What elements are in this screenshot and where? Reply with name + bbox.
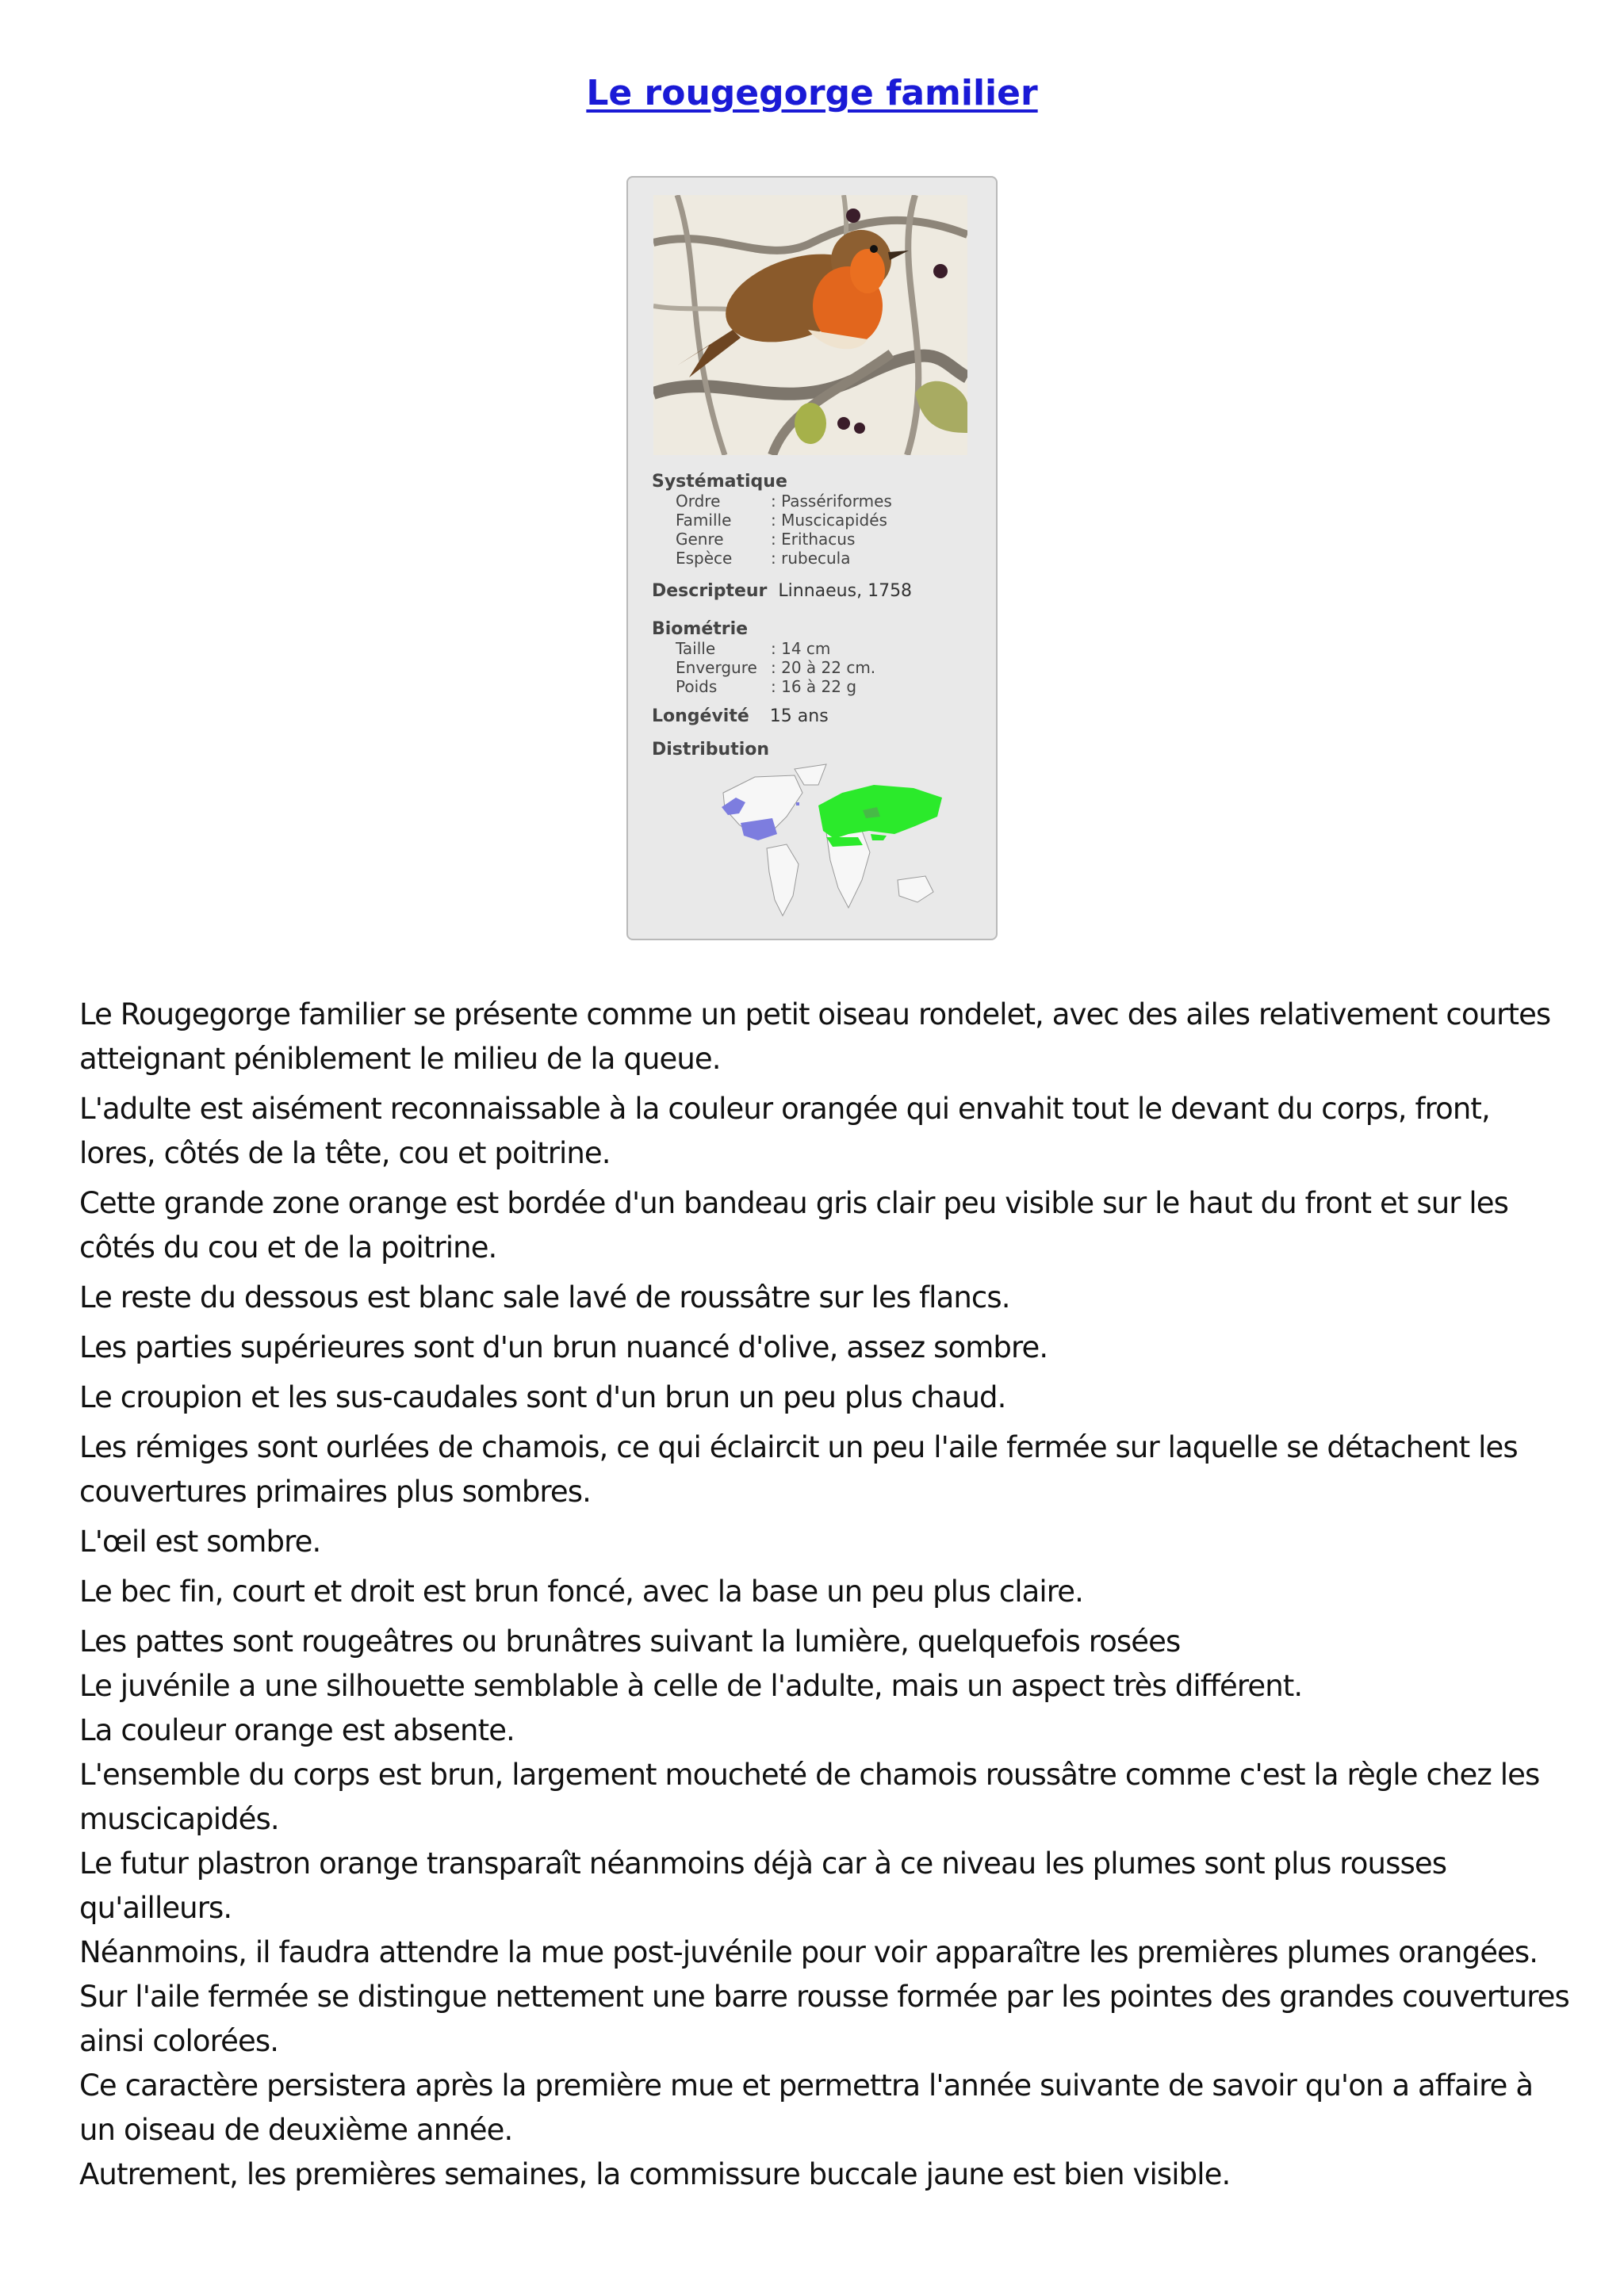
distribution-map: [707, 761, 945, 920]
biometrie-section: [652, 620, 875, 696]
text-line: Autrement, les premières semaines, la commissure buccale jaune est bien visible.: [79, 2157, 1231, 2191]
species-infobox: [626, 176, 998, 940]
paragraph: Les rémiges sont ourlées de chamois, ce qui éclaircit un peu l'aile fermée sur laquelle se détachent les couvertures primaires plus sombres.: [79, 1430, 1518, 1509]
biometrie-row: Envergure : 20 à 22 cm.: [676, 658, 876, 677]
text-line: L'ensemble du corps est brun, largement moucheté de chamois roussâtre comme c'est la règle chez les muscicapidés.: [79, 1758, 1540, 1836]
descripteur-label: Descripteur: [652, 581, 768, 601]
paragraph: Le Rougegorge familier se présente comme un petit oiseau rondelet, avec des ailes relativement courtes atteignant péniblement le milieu de la queue.: [79, 997, 1551, 1076]
longevite-value: 15 ans: [769, 706, 829, 726]
biometrie-row: Poids : 16 à 22 g: [676, 677, 857, 696]
descripteur-row: [652, 582, 912, 601]
descripteur-value: Linnaeus, 1758: [778, 581, 913, 601]
paragraph: L'adulte est aisément reconnaissable à la couleur orangée qui envahit tout le devant du corps, front, lores, côtés de la tête, cou et poitrine.: [79, 1092, 1490, 1170]
systematique-row: Espèce : rubecula: [676, 549, 851, 568]
text-line: Le juvénile a une silhouette semblable à celle de l'adulte, mais un aspect très différent.: [79, 1669, 1303, 1703]
page-title-link[interactable]: Le rougegorge familier: [586, 73, 1038, 113]
text-line: Le futur plastron orange transparaît néanmoins déjà car à ce niveau les plumes sont plus rousses qu'ailleurs.: [79, 1846, 1447, 1925]
robin-illustration: [653, 195, 967, 455]
longevite-row: [652, 707, 829, 726]
juvenile-description: [79, 1620, 1570, 2197]
text-line: Les pattes sont rougeâtres ou brunâtres suivant la lumière, quelquefois rosées: [79, 1624, 1181, 1659]
systematique-heading: Systématique: [652, 472, 787, 492]
paragraph: Cette grande zone orange est bordée d'un bandeau gris clair peu visible sur le haut du front et sur les côtés du cou et de la poitrine.: [79, 1186, 1509, 1265]
page-title: [0, 73, 1624, 113]
text-line: La couleur orange est absente.: [79, 1713, 515, 1747]
systematique-row: Famille : Muscicapidés: [676, 511, 887, 530]
text-line: Néanmoins, il faudra attendre la mue post-juvénile pour voir apparaître les premières plumes orangées.: [79, 1935, 1538, 1969]
longevite-label: Longévité: [652, 706, 749, 726]
article-body: [79, 993, 1570, 2197]
paragraph: Les parties supérieures sont d'un brun nuancé d'olive, assez sombre.: [79, 1330, 1048, 1364]
biometrie-row: Taille : 14 cm: [676, 639, 831, 658]
distribution-heading: Distribution: [652, 740, 770, 760]
paragraph: Le croupion et les sus-caudales sont d'un brun un peu plus chaud.: [79, 1380, 1006, 1414]
systematique-row: Genre : Erithacus: [676, 530, 856, 549]
systematique-row: Ordre : Passériformes: [676, 492, 892, 511]
distribution-section: [652, 740, 769, 760]
paragraph: Le bec fin, court et droit est brun foncé, avec la base un peu plus claire.: [79, 1575, 1084, 1609]
text-line: Sur l'aile fermée se distingue nettement une barre rousse formée par les pointes des grandes couvertures ainsi colorées.: [79, 1980, 1569, 2058]
paragraph: L'œil est sombre.: [79, 1525, 321, 1559]
paragraph: Le reste du dessous est blanc sale lavé de roussâtre sur les flancs.: [79, 1280, 1010, 1314]
text-line: Ce caractère persistera après la première mue et permettra l'année suivante de savoir qu'on a affaire à un oiseau de deuxième année.: [79, 2068, 1534, 2147]
biometrie-heading: Biométrie: [652, 619, 749, 639]
systematique-section: [652, 473, 892, 568]
